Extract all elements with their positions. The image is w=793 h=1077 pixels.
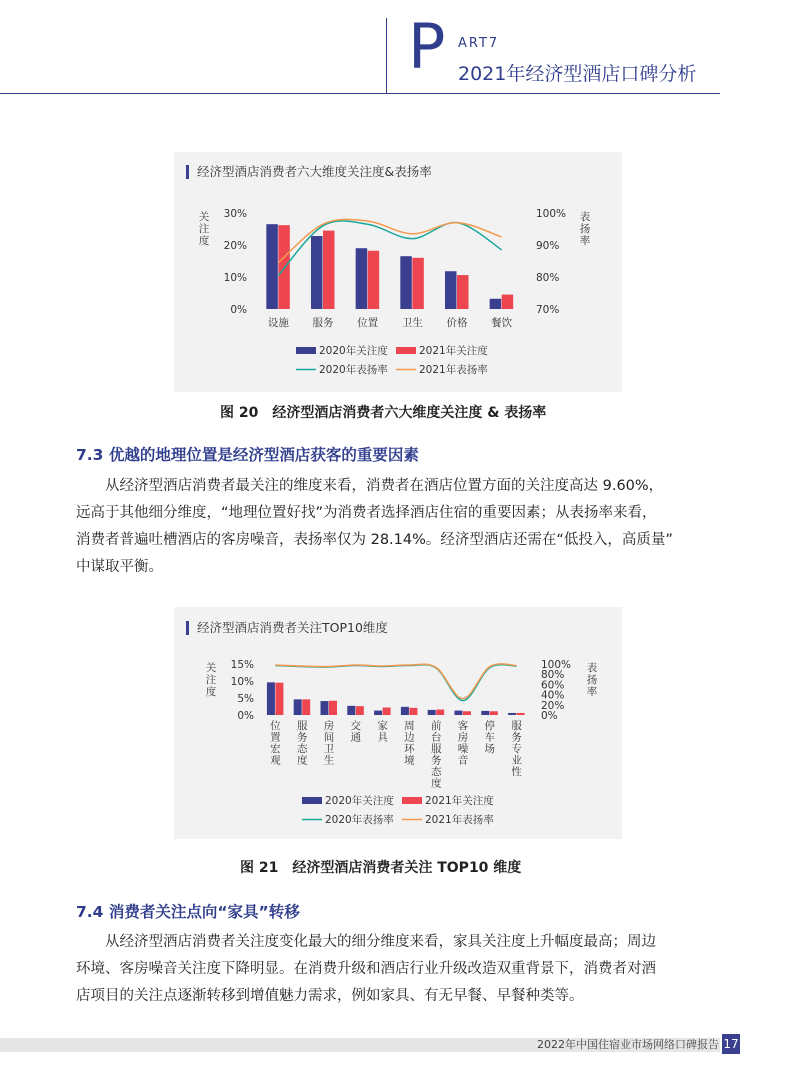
bar-2021年关注度: [383, 708, 391, 715]
bar-2021年关注度: [368, 251, 380, 309]
figure-caption: 图 20 经济型酒店消费者六大维度关注度 & 表扬率: [220, 405, 547, 421]
bar-2020年关注度: [400, 256, 412, 309]
paragraph-line: 环境、客房噪音关注度下降明显。在消费升级和酒店行业升级改造双重背景下，消费者对酒: [76, 961, 656, 977]
footer-report-title: 2022年中国住宿业市场网络口碑报告: [537, 1038, 719, 1051]
bar-2020年关注度: [347, 706, 355, 715]
bar-2021年关注度: [323, 231, 335, 309]
legend-label: 2020年表扬率: [325, 814, 394, 826]
bar-2021年关注度: [275, 683, 283, 715]
y2-tick-label: 70%: [536, 304, 560, 316]
bar-2021年关注度: [436, 710, 444, 715]
header-rule: [0, 93, 720, 94]
bar-2021年关注度: [412, 258, 424, 309]
x-tick-label: 设施: [267, 317, 289, 329]
bar-2020年关注度: [401, 707, 409, 715]
chart-six-dimensions: [174, 152, 622, 392]
legend-label: 2021年关注度: [425, 795, 494, 807]
x-tick-label: 前台服务态度: [430, 720, 442, 790]
y2-tick-label: 100%: [541, 659, 572, 671]
y2-tick-label: 80%: [536, 272, 560, 284]
legend-label: 2021年表扬率: [419, 364, 488, 376]
bar-2021年关注度: [329, 701, 337, 715]
paragraph-line: 店项目的关注点逐渐转移到增值魅力需求，例如家具、有无早餐、早餐种类等。: [76, 988, 584, 1004]
bar-2021年关注度: [356, 706, 364, 715]
line-2020年表扬率: [275, 665, 516, 701]
y-tick-label: 0%: [237, 710, 254, 722]
bar-2020年关注度: [321, 701, 329, 715]
x-tick-label: 位置宏观: [270, 720, 281, 767]
bar-2020年关注度: [266, 224, 278, 309]
y2-tick-label: 60%: [541, 679, 565, 692]
legend-label: 2020年关注度: [319, 345, 388, 357]
y2-tick-label: 100%: [536, 208, 567, 220]
x-tick-label: 价格: [446, 317, 468, 329]
section-heading: 7.3 优越的地理位置是经济型酒店获客的重要因素: [76, 446, 419, 464]
header-vertical-rule: [386, 18, 387, 93]
x-tick-label: 停车场: [484, 720, 496, 755]
section-heading: 7.4 消费者关注点向“家具”转移: [76, 903, 300, 921]
legend-label: 2020年表扬率: [319, 364, 388, 376]
page-number: 17: [722, 1034, 740, 1054]
x-tick-label: 周边环境: [404, 720, 415, 767]
bar-2020年关注度: [490, 299, 502, 309]
y2-tick-label: 40%: [541, 689, 565, 702]
chart-card-top10: [174, 607, 622, 839]
legend-label: 2020年关注度: [325, 795, 394, 807]
legend-swatch: [402, 797, 422, 804]
y-tick-label: 10%: [230, 676, 254, 688]
x-tick-label: 位置: [357, 317, 379, 329]
x-tick-label: 客房噪音: [457, 720, 469, 767]
bar-2020年关注度: [294, 699, 302, 715]
header-part-letter: P: [408, 10, 446, 83]
x-tick-label: 房间卫生: [323, 720, 335, 767]
bar-2020年关注度: [508, 713, 516, 715]
bar-2021年关注度: [517, 713, 525, 715]
paragraph-line: 中谋取平衡。: [76, 559, 163, 575]
y-tick-label: 5%: [237, 693, 254, 705]
x-tick-label: 服务态度: [296, 720, 308, 767]
bar-2021年关注度: [463, 711, 471, 715]
y2-tick-label: 20%: [541, 699, 565, 712]
bar-2021年关注度: [490, 711, 498, 715]
x-tick-label: 服务专业性: [511, 720, 522, 778]
header-part-label: ART7: [458, 36, 500, 51]
x-tick-label: 交通: [350, 720, 362, 744]
body-paragraph: [76, 473, 720, 581]
paragraph-line: 从经济型酒店消费者关注度变化最大的细分维度来看，家具关注度上升幅度最高；周边: [105, 934, 656, 950]
y2-tick-label: 0%: [541, 710, 558, 722]
line-2021年表扬率: [275, 664, 516, 699]
bar-2021年关注度: [409, 708, 417, 715]
y2-tick-label: 90%: [536, 240, 560, 252]
legend-label: 2021年关注度: [419, 345, 488, 357]
y2-tick-label: 80%: [541, 669, 565, 682]
x-tick-label: 家具: [377, 720, 388, 744]
y2-axis-label: 表扬率: [579, 211, 591, 247]
y-axis-label: 关注度: [198, 211, 210, 247]
body-paragraph: [76, 929, 720, 1010]
chart-card-six-dimensions: [174, 152, 622, 392]
bar-2020年关注度: [455, 711, 463, 715]
bar-2020年关注度: [356, 248, 368, 309]
y-tick-label: 15%: [230, 659, 254, 671]
legend-swatch: [396, 347, 416, 354]
legend-swatch: [296, 347, 316, 354]
x-tick-label: 卫生: [401, 317, 423, 329]
paragraph-line: 从经济型酒店消费者最关注的维度来看，消费者在酒店位置方面的关注度高达 9.60%，: [105, 478, 664, 494]
bar-2021年关注度: [302, 699, 310, 715]
y2-axis-label: 表扬率: [586, 662, 598, 698]
legend-swatch: [302, 797, 322, 804]
paragraph-line: 消费者普遍吐槽酒店的客房噪音，表扬率仅为 28.14%。经济型酒店还需在“低投入，高质量”: [76, 532, 673, 548]
chart-title: 经济型酒店消费者关注TOP10维度: [186, 621, 388, 635]
y-tick-label: 0%: [230, 304, 247, 316]
header-title: 2021年经济型酒店口碑分析: [458, 63, 697, 85]
bar-2021年关注度: [502, 295, 513, 309]
bar-2020年关注度: [445, 271, 457, 309]
bar-2020年关注度: [428, 710, 436, 715]
y-tick-label: 20%: [223, 240, 247, 252]
paragraph-line: 远高于其他细分维度，“地理位置好找”为消费者选择酒店住宿的重要因素；从表扬率来看，: [76, 505, 657, 521]
y-tick-label: 30%: [223, 208, 247, 220]
figure-caption: 图 21 经济型酒店消费者关注 TOP10 维度: [240, 860, 522, 876]
chart-top10: [174, 607, 622, 839]
y-axis-label: 关注度: [205, 662, 217, 698]
x-tick-label: 餐饮: [491, 317, 513, 329]
bar-2020年关注度: [267, 682, 275, 715]
y-tick-label: 10%: [223, 272, 247, 284]
bar-2020年关注度: [481, 711, 489, 715]
bar-2020年关注度: [311, 236, 323, 309]
bar-2020年关注度: [374, 711, 382, 715]
chart-title: 经济型酒店消费者六大维度关注度&表扬率: [186, 165, 432, 179]
x-tick-label: 服务: [312, 317, 334, 329]
bar-2021年关注度: [457, 275, 469, 309]
legend-label: 2021年表扬率: [425, 814, 494, 826]
